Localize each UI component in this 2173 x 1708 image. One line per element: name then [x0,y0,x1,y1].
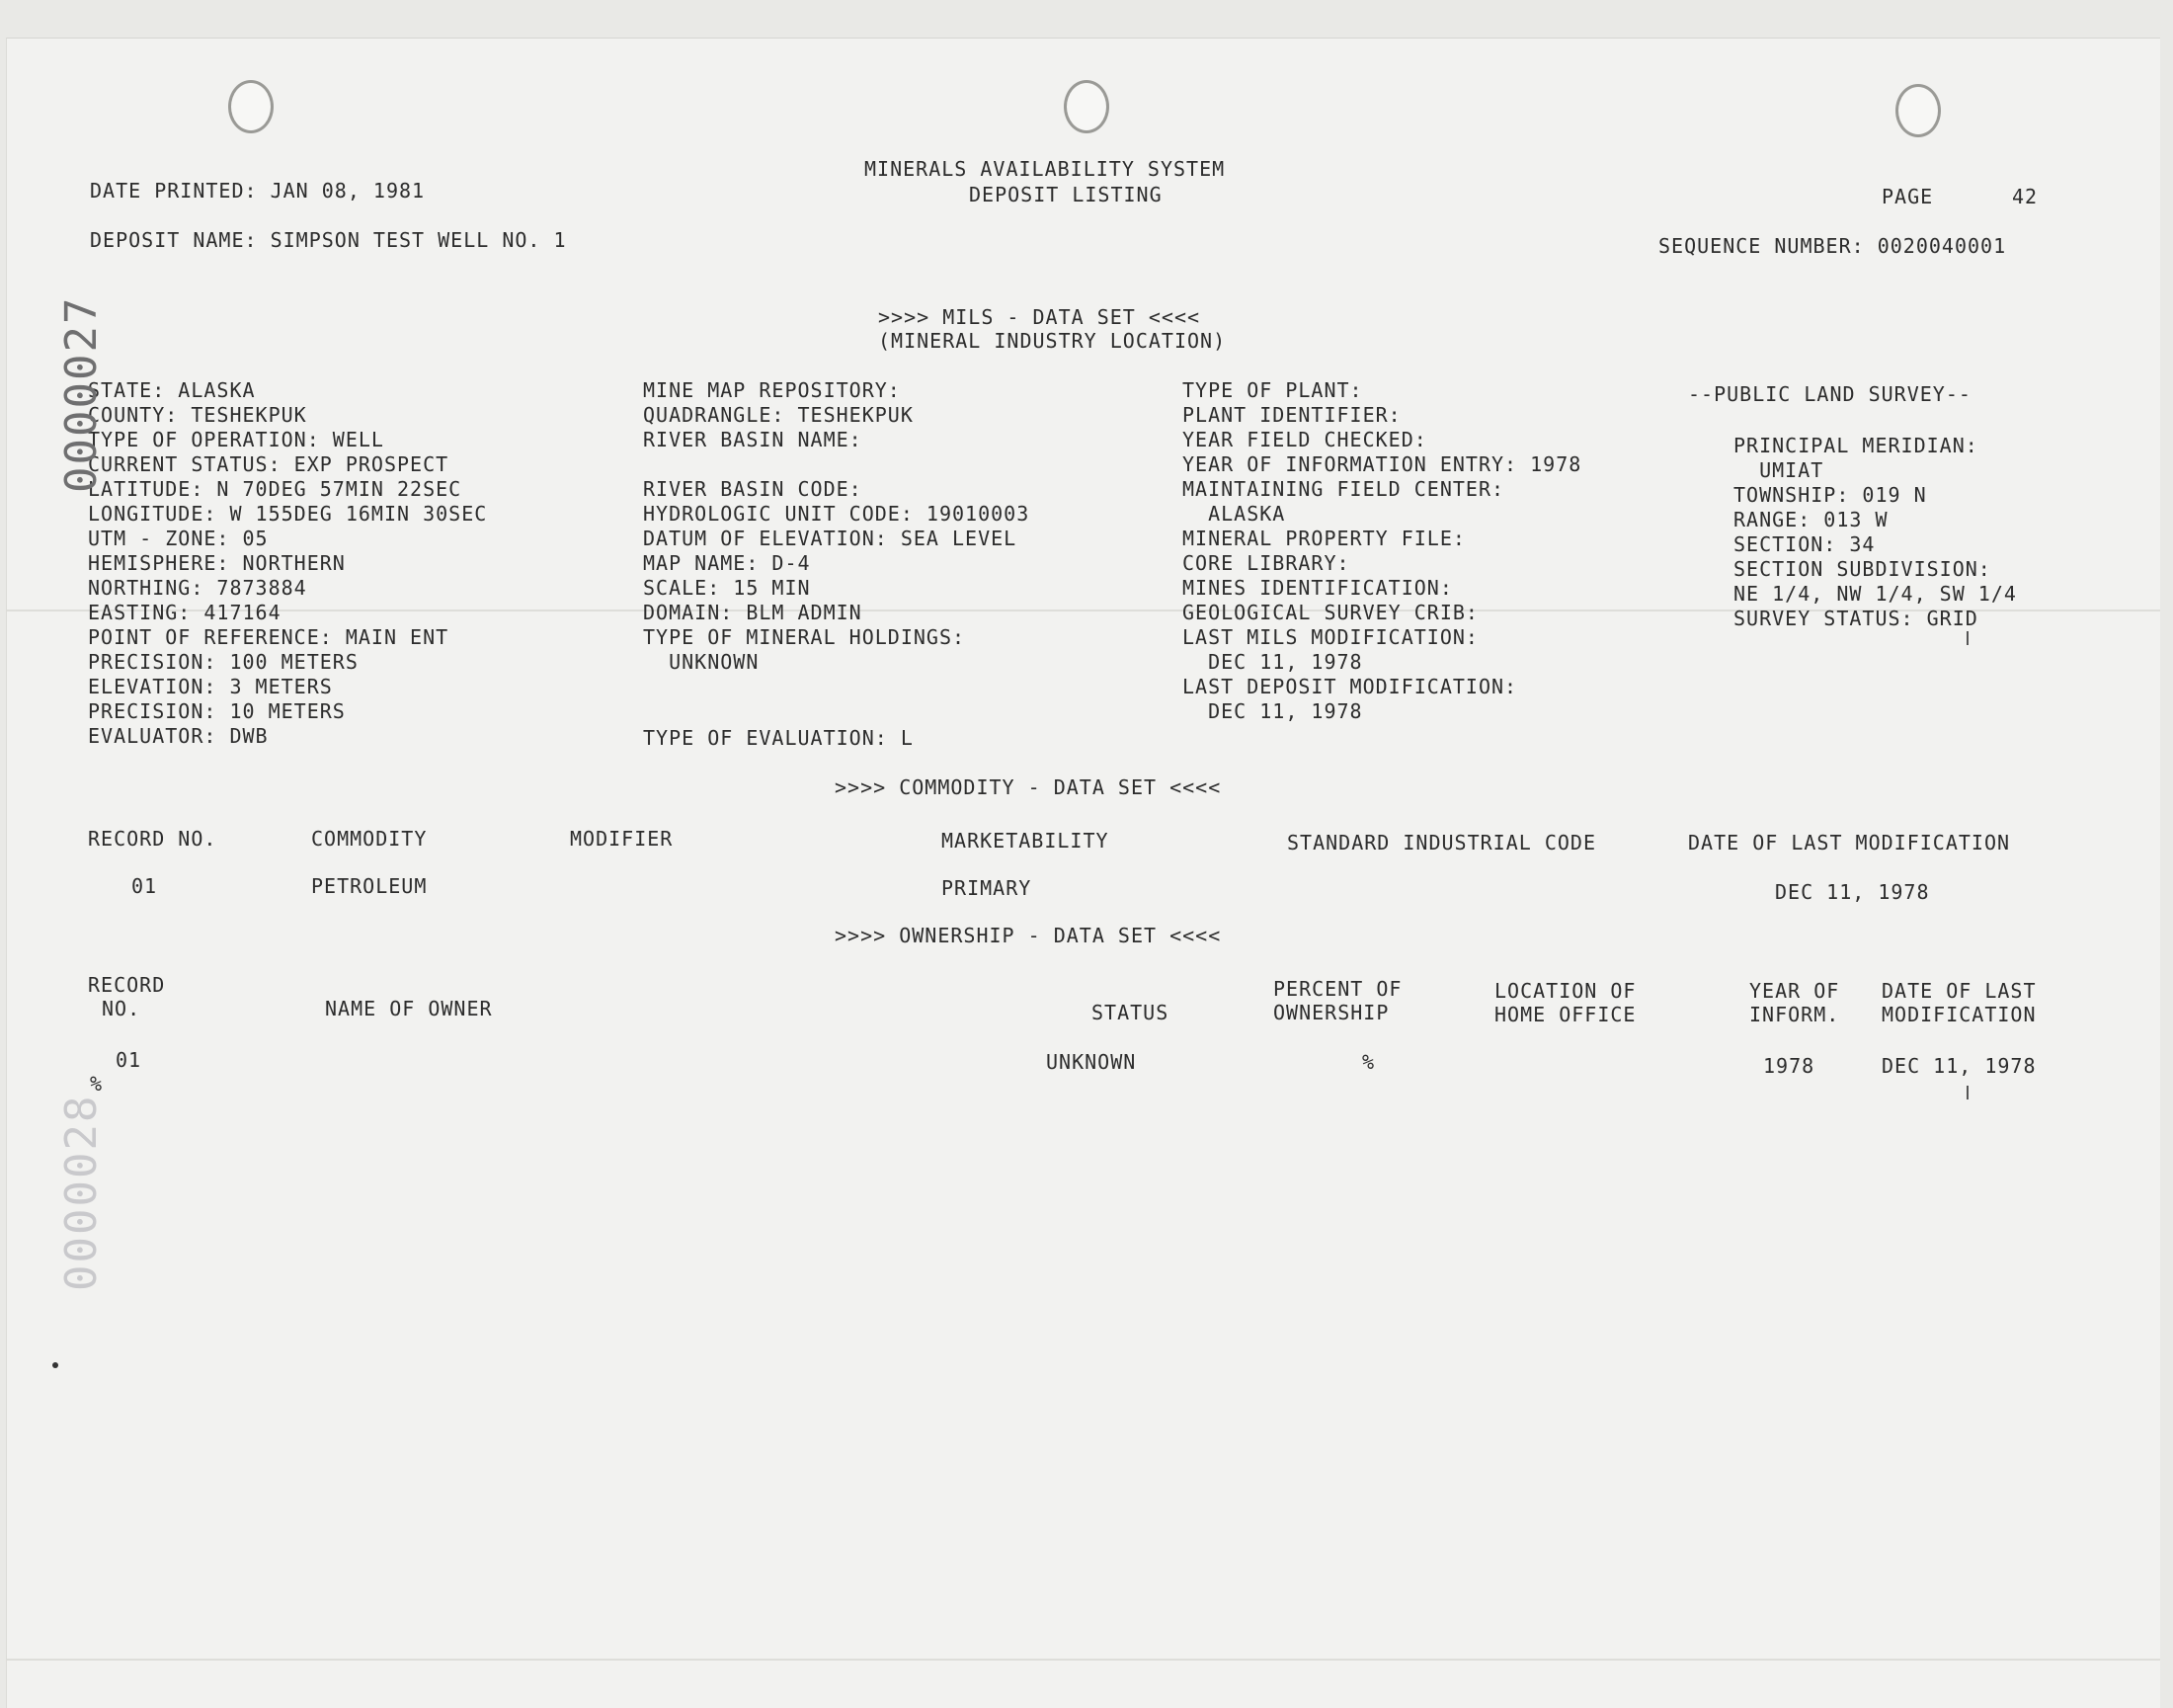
cell-owner-percent: % [1362,1050,1376,1074]
col-record-no: RECORD NO. [88,827,217,851]
type-of-plant-field: TYPE OF PLANT: [1182,378,1363,402]
stray-dot [52,1362,58,1368]
col-marketability: MARKETABILITY [941,829,1109,853]
col-percent-2: OWNERSHIP [1273,1001,1390,1024]
elevation-field: ELEVATION: 3 METERS [88,675,333,698]
precision-field: PRECISION: 100 METERS [88,650,359,674]
last-deposit-modification-field: LAST DEPOSIT MODIFICATION: [1182,675,1518,698]
col-name-of-owner: NAME OF OWNER [325,997,493,1020]
year-field-checked-field: YEAR FIELD CHECKED: [1182,428,1427,451]
col-percent-1: PERCENT OF [1273,977,1403,1001]
plant-identifier-field: PLANT IDENTIFIER: [1182,403,1402,427]
end-marker: % [90,1072,104,1096]
page-label: PAGE [1882,185,1934,208]
col-location-1: LOCATION OF [1494,979,1637,1003]
punch-hole-center [1064,80,1109,133]
utm-zone-field: UTM - ZONE: 05 [88,527,269,550]
mines-identification-field: MINES IDENTIFICATION: [1182,576,1453,600]
year-info-entry-field: YEAR OF INFORMATION ENTRY: 1978 [1182,452,1582,476]
fold-line-bottom [7,1659,2160,1661]
mineral-holdings-value: UNKNOWN [643,650,760,674]
hydrologic-unit-code-field: HYDROLOGIC UNIT CODE: 19010003 [643,502,1030,526]
datum-of-elevation-field: DATUM OF ELEVATION: SEA LEVEL [643,527,1017,550]
latitude-field: LATITUDE: N 70DEG 57MIN 22SEC [88,477,462,501]
type-of-evaluation-field: TYPE OF EVALUATION: L [643,726,914,750]
document-page [6,38,2160,1708]
map-name-field: MAP NAME: D-4 [643,551,811,575]
col-commodity: COMMODITY [311,827,428,851]
river-basin-name-field: RIVER BASIN NAME: [643,428,862,451]
punch-hole-left [228,80,274,133]
col-date-1: DATE OF LAST [1882,979,2037,1003]
northing-field: NORTHING: 7873884 [88,576,307,600]
deposit-name: DEPOSIT NAME: SIMPSON TEST WELL NO. 1 [90,228,567,252]
survey-status-field: SURVEY STATUS: GRID [1733,607,1978,630]
col-status: STATUS [1091,1001,1169,1024]
cell-marketability: PRIMARY [941,876,1032,900]
date-printed: DATE PRINTED: JAN 08, 1981 [90,179,426,203]
listing-subtitle: DEPOSIT LISTING [969,183,1163,206]
cell-commodity: PETROLEUM [311,874,428,898]
operation-type-field: TYPE OF OPERATION: WELL [88,428,384,451]
domain-field: DOMAIN: BLM ADMIN [643,601,862,624]
maintaining-field-center-value: ALASKA [1182,502,1286,526]
section-subdivision-field: SECTION SUBDIVISION: [1733,557,1991,581]
cell-owner-date: DEC 11, 1978 [1882,1054,2037,1078]
core-library-field: CORE LIBRARY: [1182,551,1350,575]
ownership-section-title: >>>> OWNERSHIP - DATA SET <<<< [835,924,1222,947]
hemisphere-field: HEMISPHERE: NORTHERN [88,551,346,575]
public-land-survey-title: --PUBLIC LAND SURVEY-- [1688,382,1972,406]
point-of-reference-field: POINT OF REFERENCE: MAIN ENT [88,625,449,649]
evaluator-field: EVALUATOR: DWB [88,724,269,748]
section-subdivision-value: NE 1/4, NW 1/4, SW 1/4 [1733,582,2017,606]
easting-field: EASTING: 417164 [88,601,282,624]
quadrangle-field: QUADRANGLE: TESHEKPUK [643,403,914,427]
mineral-holdings-field: TYPE OF MINERAL HOLDINGS: [643,625,966,649]
longitude-field: LONGITUDE: W 155DEG 16MIN 30SEC [88,502,488,526]
mils-section-subtitle: (MINERAL INDUSTRY LOCATION) [878,329,1227,353]
mils-section-title: >>>> MILS - DATA SET <<<< [878,305,1201,329]
col-date-last-mod: DATE OF LAST MODIFICATION [1688,831,2011,854]
col-sic: STANDARD INDUSTRIAL CODE [1287,831,1596,854]
principal-meridian-value: UMIAT [1733,458,1824,482]
page-number: 42 [2012,185,2039,208]
current-status-field: CURRENT STATUS: EXP PROSPECT [88,452,449,476]
stray-tick [1967,1086,1969,1099]
system-title: MINERALS AVAILABILITY SYSTEM [864,157,1226,181]
maintaining-field-center-field: MAINTAINING FIELD CENTER: [1182,477,1505,501]
cell-owner-record-no: 01 [116,1048,142,1072]
stamp-number-top: 0000027 [56,295,107,493]
elevation-precision-field: PRECISION: 10 METERS [88,699,346,723]
col-location-2: HOME OFFICE [1494,1003,1637,1026]
col-record-no-2: NO. [102,997,141,1020]
cell-owner-year: 1978 [1763,1054,1815,1078]
scale-field: SCALE: 15 MIN [643,576,811,600]
state-field: STATE: ALASKA [88,378,256,402]
col-record: RECORD [88,973,166,997]
last-mils-modification-value: DEC 11, 1978 [1182,650,1363,674]
col-date-2: MODIFICATION [1882,1003,2037,1026]
range-field: RANGE: 013 W [1733,508,1889,531]
col-modifier: MODIFIER [570,827,674,851]
stamp-number-bottom: 0000028 [56,1094,107,1291]
sequence-number: SEQUENCE NUMBER: 0020040001 [1658,234,2007,258]
geological-survey-crib-field: GEOLOGICAL SURVEY CRIB: [1182,601,1479,624]
mineral-property-file-field: MINERAL PROPERTY FILE: [1182,527,1466,550]
col-year-1: YEAR OF [1749,979,1840,1003]
cell-owner-status: UNKNOWN [1046,1050,1137,1074]
county-field: COUNTY: TESHEKPUK [88,403,307,427]
last-mils-modification-field: LAST MILS MODIFICATION: [1182,625,1479,649]
col-year-2: INFORM. [1749,1003,1840,1026]
cell-record-no: 01 [131,874,158,898]
stray-tick [1967,631,1969,645]
punch-hole-right [1895,84,1941,137]
section-field: SECTION: 34 [1733,532,1876,556]
cell-date-last-mod: DEC 11, 1978 [1775,880,1930,904]
mine-map-repository-field: MINE MAP REPOSITORY: [643,378,901,402]
river-basin-code-field: RIVER BASIN CODE: [643,477,862,501]
township-field: TOWNSHIP: 019 N [1733,483,1927,507]
principal-meridian-field: PRINCIPAL MERIDIAN: [1733,434,1978,457]
commodity-section-title: >>>> COMMODITY - DATA SET <<<< [835,775,1222,799]
last-deposit-modification-value: DEC 11, 1978 [1182,699,1363,723]
